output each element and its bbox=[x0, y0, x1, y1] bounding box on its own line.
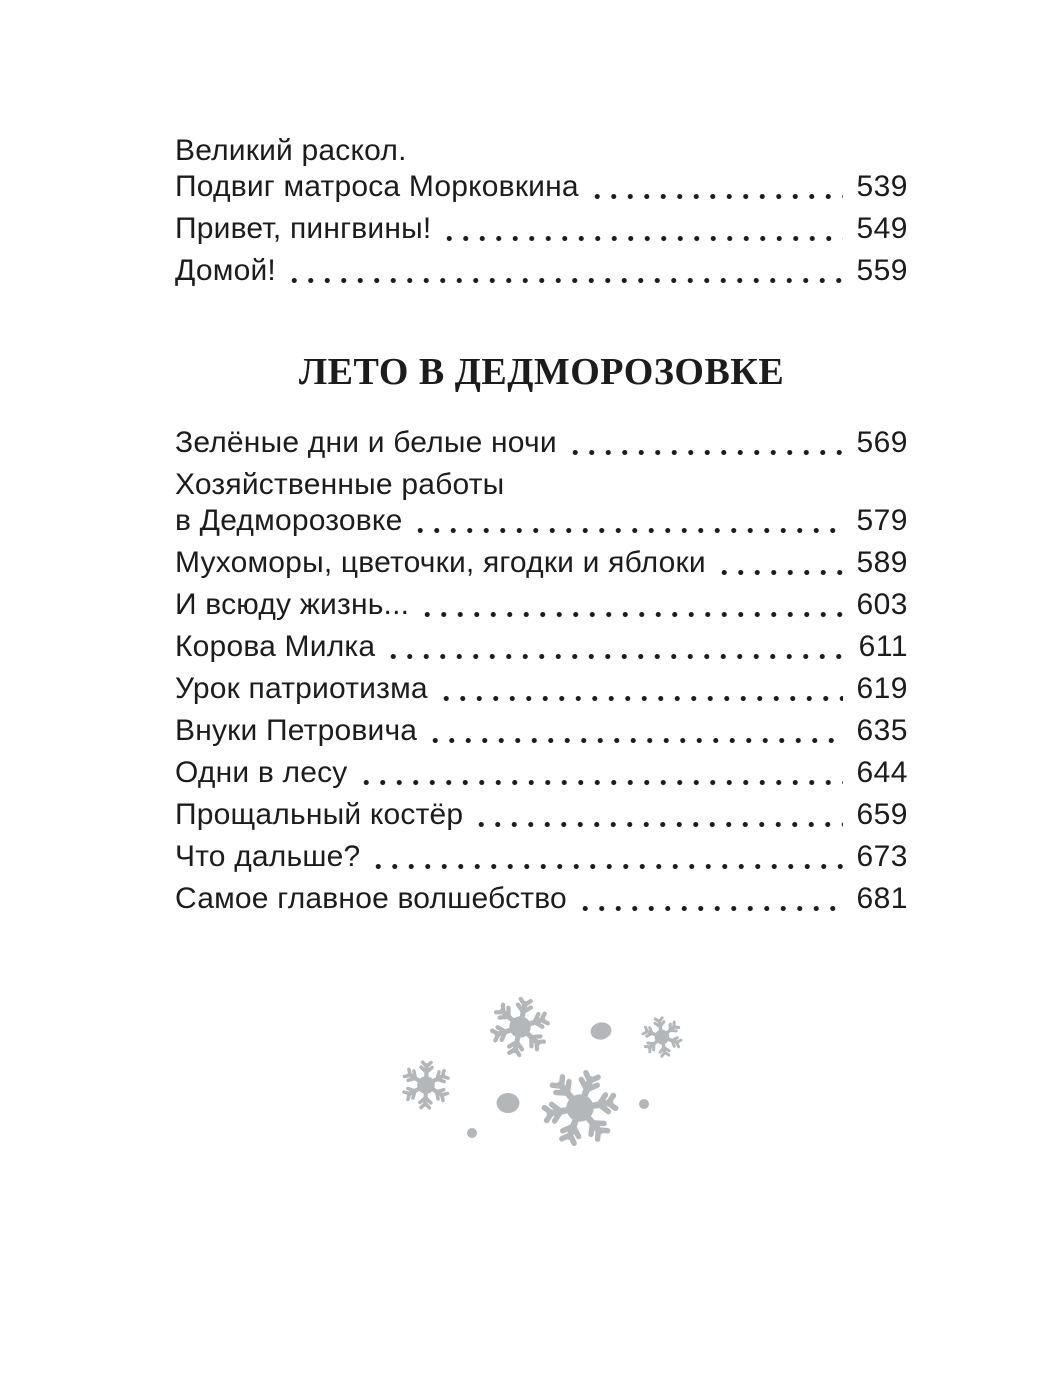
toc-entry bbox=[175, 755, 908, 791]
page-number: 635 bbox=[856, 714, 908, 747]
toc-entry-title: Корова Милка bbox=[175, 630, 376, 663]
toc-entry bbox=[175, 881, 908, 917]
toc-entry-line bbox=[175, 169, 908, 205]
toc-entry bbox=[175, 425, 908, 461]
section-title: ЛЕТО В ДЕДМОРОЗОВКЕ bbox=[298, 351, 785, 393]
page-number: 579 bbox=[856, 504, 908, 537]
toc-entry-title: Хозяйственные работы bbox=[175, 468, 505, 501]
toc-entry-line bbox=[175, 755, 908, 791]
toc-entry-title: Одни в лесу bbox=[175, 756, 348, 789]
toc-entry bbox=[175, 629, 908, 665]
toc-entry-line bbox=[175, 253, 908, 289]
toc-entry-title: Зелёные дни и белые ночи bbox=[175, 426, 557, 459]
toc-entry bbox=[175, 671, 908, 707]
page-number: 549 bbox=[856, 212, 908, 245]
dot-leader bbox=[368, 839, 843, 875]
toc-section-entries bbox=[175, 425, 908, 917]
page-number: 673 bbox=[856, 840, 908, 873]
dot-leader bbox=[410, 503, 843, 539]
dot-leader bbox=[587, 169, 844, 205]
dot-leader bbox=[471, 797, 843, 833]
toc-entry bbox=[175, 211, 908, 247]
dot-leader bbox=[356, 755, 844, 791]
toc-entry-title: Внуки Петровича bbox=[175, 714, 418, 747]
toc-entry-title: Мухоморы, цветочки, ягодки и яблоки bbox=[175, 546, 706, 579]
toc-entry-line bbox=[175, 467, 908, 503]
toc-entry bbox=[175, 839, 908, 875]
dot-leader bbox=[417, 587, 843, 623]
page-number: 603 bbox=[856, 588, 908, 621]
page-number: 539 bbox=[856, 170, 908, 203]
page-number: 569 bbox=[856, 426, 908, 459]
page-number: 589 bbox=[856, 546, 908, 579]
page-number: 559 bbox=[856, 254, 908, 287]
dot-leader bbox=[575, 881, 844, 917]
toc-entry-line bbox=[175, 713, 908, 749]
toc-entry-line bbox=[175, 629, 908, 665]
toc-entry-title: Подвиг матроса Морковкина bbox=[175, 170, 579, 203]
page-number: 644 bbox=[856, 756, 908, 789]
toc-entry-title: Что дальше? bbox=[175, 840, 361, 873]
dot-leader bbox=[436, 671, 844, 707]
toc-entry bbox=[175, 587, 908, 623]
toc-entry-title: Великий раскол. bbox=[175, 134, 407, 167]
dot-leader bbox=[425, 713, 843, 749]
toc-entry-line bbox=[175, 545, 908, 581]
toc-entry-title: Прощальный костёр bbox=[175, 798, 464, 831]
toc-entry-title: Привет, пингвины! bbox=[175, 212, 432, 245]
toc-entry bbox=[175, 253, 908, 289]
toc-entry-title: Урок патриотизма bbox=[175, 672, 428, 705]
toc-entry-title: в Дедморозовке bbox=[175, 504, 403, 537]
toc-entry-line bbox=[175, 797, 908, 833]
toc-entry-title: Домой! bbox=[175, 254, 276, 287]
toc-entry-title: И всюду жизнь... bbox=[175, 588, 410, 621]
page-number: 619 bbox=[856, 672, 908, 705]
dot-leader bbox=[565, 425, 844, 461]
toc-entry-line bbox=[175, 211, 908, 247]
toc-entry bbox=[175, 545, 908, 581]
page-number: 659 bbox=[856, 798, 908, 831]
toc-entry-line bbox=[175, 671, 908, 707]
toc-entry bbox=[175, 467, 908, 539]
dot-leader bbox=[439, 211, 843, 247]
page-number: 611 bbox=[858, 630, 908, 663]
dot-leader bbox=[714, 545, 844, 581]
toc-entry-line bbox=[175, 839, 908, 875]
toc-entry bbox=[175, 797, 908, 833]
dot-leader bbox=[284, 253, 843, 289]
toc-entry-line bbox=[175, 881, 908, 917]
toc-entry bbox=[175, 133, 908, 205]
toc-pre-section bbox=[175, 133, 908, 289]
page-number: 681 bbox=[856, 882, 908, 915]
dot-leader bbox=[383, 629, 845, 665]
toc-entry-line bbox=[175, 133, 908, 169]
toc-entry-title: Самое главное волшебство bbox=[175, 882, 567, 915]
toc-entry-line bbox=[175, 587, 908, 623]
toc-entry-line bbox=[175, 425, 908, 461]
toc-entry-line bbox=[175, 503, 908, 539]
toc-entry bbox=[175, 713, 908, 749]
